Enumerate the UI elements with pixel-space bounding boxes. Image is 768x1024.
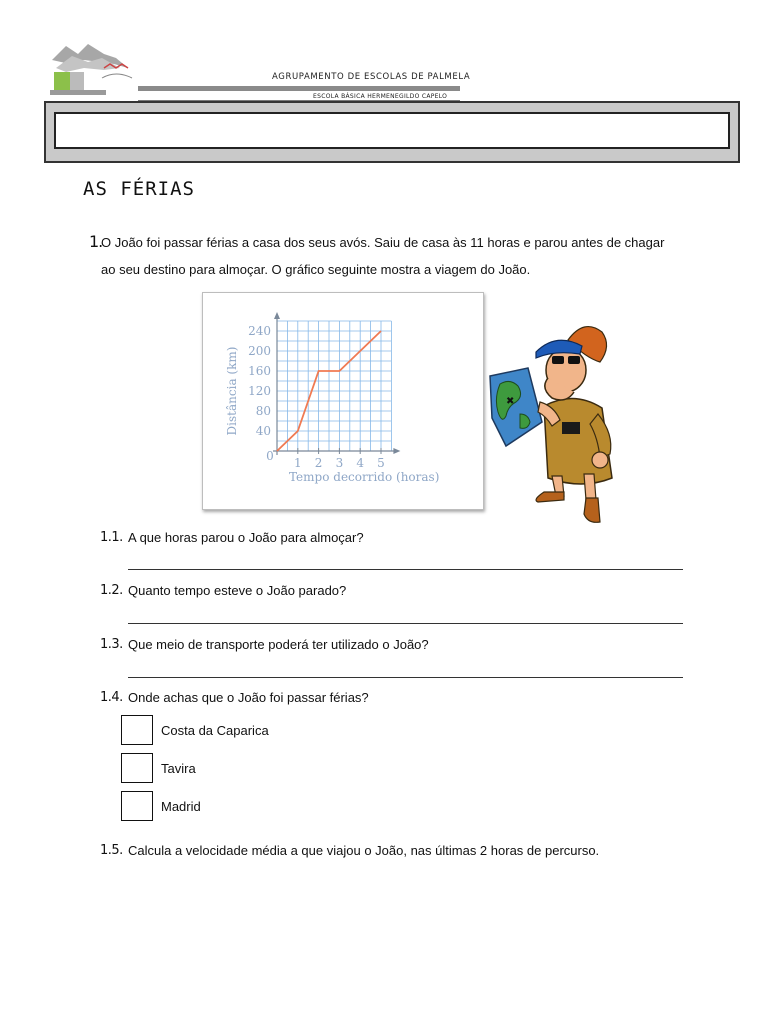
subquestion-number: 1.1.: [100, 530, 123, 545]
title-box: [44, 101, 740, 163]
option-label: Madrid: [161, 799, 201, 814]
x-axis-arrow: [393, 448, 400, 454]
svg-text:✖: ✖: [506, 396, 515, 407]
x-tick-label: 2: [314, 456, 323, 470]
x-tick-label: 5: [377, 456, 385, 470]
y-tick-label: 120: [248, 384, 271, 398]
subquestion-number: 1.3.: [100, 637, 123, 652]
subquestion-text: Que meio de transporte poderá ter utilizado o João?: [128, 637, 429, 652]
option-checkbox[interactable]: [121, 753, 153, 783]
y-tick-label: 200: [248, 344, 271, 358]
option-checkbox[interactable]: [121, 791, 153, 821]
subquestion-text: Calcula a velocidade média a que viajou o João, nas últimas 2 horas de percurso.: [128, 843, 600, 858]
subquestion-text: Onde achas que o João foi passar férias?: [128, 690, 369, 705]
x-tick-label: 1: [293, 456, 302, 470]
y-tick-label: 40: [255, 424, 271, 438]
y-tick-label: 240: [248, 324, 271, 338]
answer-line[interactable]: [128, 623, 683, 624]
origin-label: 0: [266, 449, 274, 463]
x-tick-label: 3: [335, 456, 344, 470]
org-name: AGRUPAMENTO DE ESCOLAS DE PALMELA: [272, 72, 471, 82]
subquestion-number: 1.2.: [100, 583, 123, 598]
x-tick-label: 4: [356, 456, 365, 470]
subquestion-text: A que horas parou o João para almoçar?: [128, 530, 364, 545]
option-label: Costa da Caparica: [161, 723, 269, 738]
school-logo: [44, 38, 136, 98]
question-text-line1: O João foi passar férias a casa dos seus avós. Saiu de casa às 11 horas e parou antes de chagar: [101, 235, 665, 250]
y-axis-label: Distância (km): [225, 346, 239, 436]
subquestion-number: 1.4.: [100, 690, 123, 705]
answer-line[interactable]: [128, 677, 683, 678]
question-number: 1.: [89, 232, 103, 251]
header-rule: [138, 86, 460, 91]
y-tick-label: 80: [255, 404, 271, 418]
option-checkbox[interactable]: [121, 715, 153, 745]
title-box-inner: [54, 112, 730, 149]
subquestion-text: Quanto tempo esteve o João parado?: [128, 583, 347, 598]
x-axis-label: Tempo decorrido (horas): [288, 470, 440, 484]
section-title: AS FÉRIAS: [83, 178, 195, 200]
answer-line[interactable]: [128, 569, 683, 570]
y-axis-arrow: [274, 312, 280, 319]
distance-time-chart: [202, 292, 484, 510]
y-tick-label: 160: [248, 364, 271, 378]
question-text-line2: ao seu destino para almoçar. O gráfico seguinte mostra a viagem do João.: [101, 262, 531, 277]
school-name: ESCOLA BÁSICA HERMENEGILDO CAPELO: [313, 93, 448, 100]
chart-svg: [203, 293, 483, 509]
tourist-with-map-illustration: [488, 318, 628, 523]
option-label: Tavira: [161, 761, 196, 776]
subquestion-number: 1.5.: [100, 843, 123, 858]
